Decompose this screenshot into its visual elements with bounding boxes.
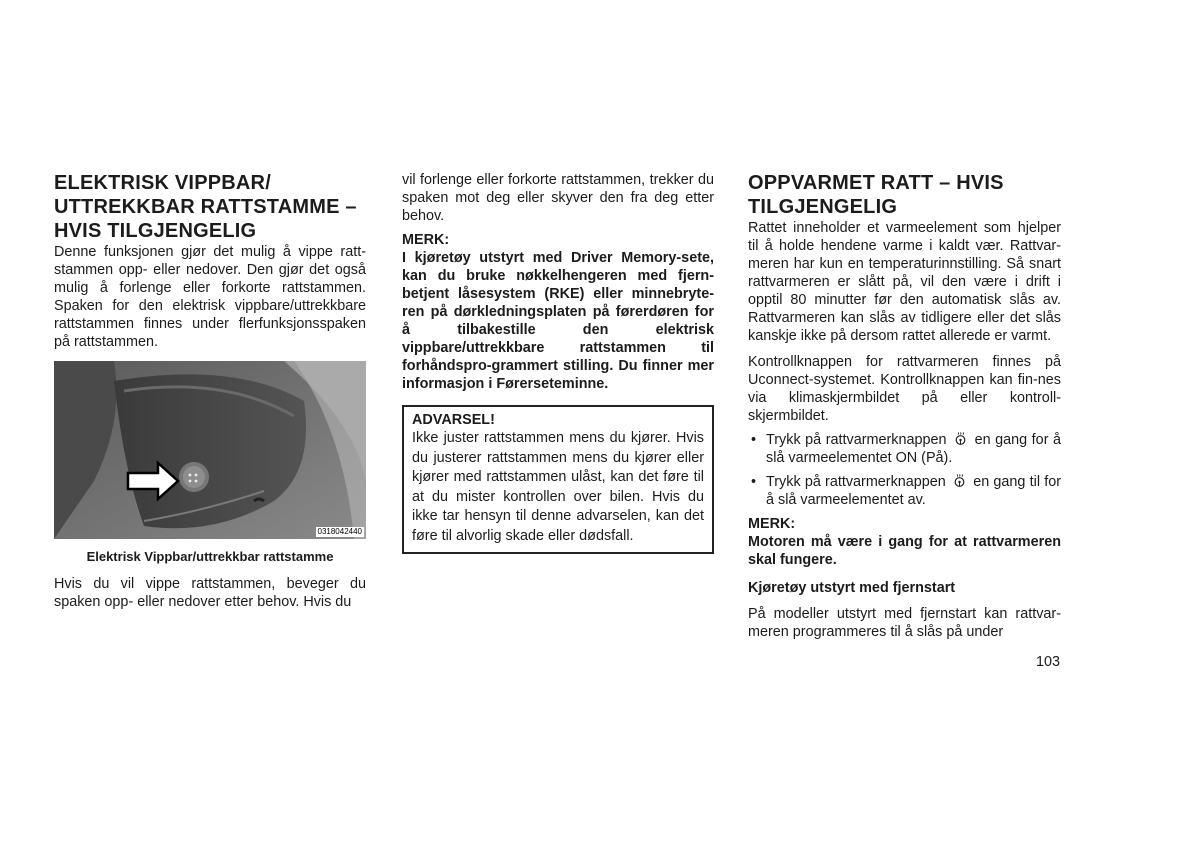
note-label: MERK: [748, 516, 796, 532]
bullet-dot: • [751, 474, 757, 490]
note-text: I kjøretøy utstyrt med Driver Memory-sete, kan du bruke nøkkelhengeren med fjern-betjent låsesystem (RKE) eller minnebryte-ren på dørkledningsplaten på førerdøren for å tilbakestille den elektrisk vippbare/uttrekkbare rattstammen til forhåndspro-grammert stilling. Du finner mer informasjon i Førerseteminne. [402, 250, 714, 392]
paragraph-heated-wheel-intro: Rattet inneholder et varmeelement som hjelper til å holde hendene varme i kaldt vær. Rattvar-meren har kun en temperaturinnstilling. Så snart rattvarmeren er slått på, vil den være i drift i opptil 80 minutter før den automatisk slås av. Rattvarmeren kan slås av tidligere eller det slås kanskje ikke på dersom rattet allerede er varmt. [748, 220, 1061, 344]
heading-line: UTTREKKBAR RATTSTAMME – [54, 196, 357, 218]
section-heading-heated-wheel [748, 171, 1061, 219]
body-paragraph: Hvis du vil vippe rattstammen, beveger du spaken opp- eller nedover etter behov. Hvis du [54, 576, 366, 610]
bullet-dot: • [751, 432, 757, 448]
note-text: Motoren må være i gang for at rattvarmeren skal fungere. [748, 534, 1061, 568]
figure-code: 0318042440 [317, 527, 362, 536]
figure-caption: Elektrisk Vippbar/uttrekkbar rattstamme [86, 549, 334, 564]
bullet-text-before: Trykk på rattvarmerknappen [766, 474, 946, 490]
warning-box [402, 405, 714, 554]
warning-title: ADVARSEL! [412, 412, 495, 428]
steering-column-illustration [54, 361, 366, 539]
bullet-list [748, 431, 1061, 509]
column-right [748, 171, 1061, 641]
heading-line: HVIS TILGJENGELIG [54, 220, 257, 242]
paragraph-control-button: Kontrollknappen for rattvarmeren finnes på Uconnect-systemet. Kontrollknappen kan fin-nes via klimaskjermbildet på eller kontroll-skjermbildet. [748, 354, 1061, 424]
section-heading-tilt-telescope [54, 171, 366, 243]
paragraph-remote-start: På modeller utstyrt med fjernstart kan rattvar-meren programmeres til å slås på under [748, 606, 1061, 640]
warning-text: Ikke juster rattstammen mens du kjører. Hvis du justerer rattstammen mens du kjører eller kjører med rattstammen ulåst, kan det føre til at du mister kontrollen over bilen. Hvis du ikke tar hensyn til denne advarselen, kan det føre til alvorlig skade eller dødsfall. [412, 430, 704, 544]
bullet-text-after: en gang til for å slå varmeelementet av. [766, 474, 1062, 508]
list-item [748, 473, 1061, 509]
heated-steering-wheel-icon [953, 474, 966, 487]
continued-paragraph: vil forlenge eller forkorte rattstammen, trekker du spaken mot deg eller skyver den fra deg etter behov. [402, 172, 714, 224]
heading-line: OPPVARMET RATT – HVIS [748, 172, 1004, 194]
note-label: MERK: [402, 232, 450, 248]
intro-paragraph: Denne funksjonen gjør det mulig å vippe ratt-stammen opp- eller nedover. Den gjør det også mulig å forlenge eller forkorte rattstammen. Spaken for den elektrisk vippbare/uttrekkbare rattstammen finnes under flerfunksjonsspaken på rattstammen. [54, 244, 366, 350]
page-number: 103 [1036, 654, 1061, 670]
subheading-remote-start: Kjøretøy utstyrt med fjernstart [748, 580, 956, 596]
column-left [54, 171, 366, 611]
bullet-text-before: Trykk på rattvarmerknappen [766, 432, 947, 448]
list-item [748, 431, 1061, 467]
heated-steering-wheel-icon [954, 432, 967, 445]
bullet-text-after: en gang for å slå varmeelementet ON (På). [766, 432, 1062, 466]
steering-column-photo [54, 361, 366, 539]
heading-line: TILGJENGELIG [748, 196, 898, 218]
heading-line: ELEKTRISK VIPPBAR/ [54, 172, 271, 194]
column-middle [402, 171, 714, 554]
